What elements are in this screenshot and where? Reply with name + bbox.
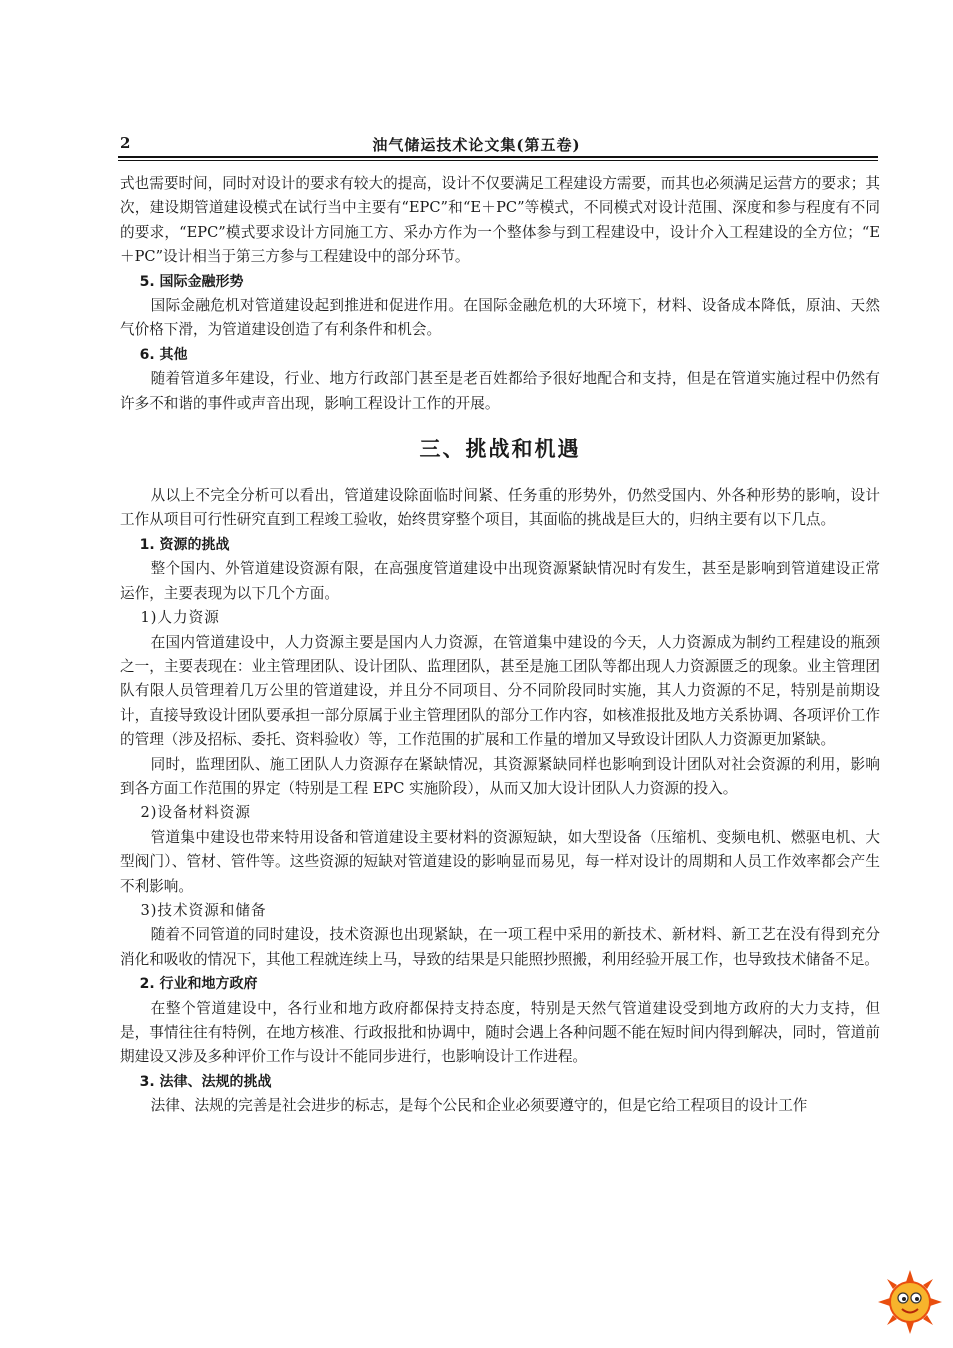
paragraph-equipment: 管道集中建设也带来特用设备和管道建设主要材料的资源短缺，如大型设备（压缩机、变频电机、燃驱电机、大型阀门）、管材、管件等。这些资源的短缺对管道建设的影响显而易见，每一样对设计的周期和人员工作效率都会产生不利影响。 bbox=[120, 828, 880, 895]
paragraph-continued: 式也需要时间，同时对设计的要求有较大的提高，设计不仅要满足工程建设方需要，而其也必须满足运营方的要求；其次，建设期管道建设模式在试行当中主要有“EPC”和“E＋PC”等模式，不同模式对设计范围、深度和参与程度有不同的要求，“EPC”模式要求设计方同施工方、采办方作为一个整体参与到工程建设中，设计介入工程建设的全方位；“E＋PC”设计相当于第三方参与工程建设中的部分环节。 bbox=[120, 175, 880, 266]
header-rule bbox=[118, 156, 878, 158]
heading-finance: 5. 国际金融形势 bbox=[139, 273, 244, 290]
smiling-sun-icon bbox=[876, 1268, 944, 1336]
paragraph-intro: 从以上不完全分析可以看出，管道建设除面临时间紧、任务重的形势外，仍然受国内、外各种形势的影响，设计工作从项目可行性研究直到工程竣工验收，始终贯穿整个项目，其面临的挑战是巨大的，归纳主要有以下几点。 bbox=[120, 487, 880, 529]
sun-face bbox=[890, 1282, 930, 1322]
paragraph-other: 随着管道多年建设，行业、地方行政部门甚至是老百姓都给予很好地配合和支持，但是在管道实施过程中仍然有许多不和谐的事件或声音出现，影响工程设计工作的开展。 bbox=[120, 370, 880, 412]
body-text bbox=[120, 172, 880, 1119]
page-number: 2 bbox=[120, 134, 131, 152]
paragraph-law: 法律、法规的完善是社会进步的标志，是每个公民和企业必须要遵守的，但是它给工程项目的设计工作 bbox=[150, 1097, 808, 1115]
paragraph-finance: 国际金融危机对管道建设起到推进和促进作用。在国际金融危机的大环境下，材料、设备成本降低，原油、天然气价格下滑，为管道建设创造了有利条件和机会。 bbox=[120, 297, 880, 339]
paragraph-resource: 整个国内、外管道建设资源有限，在高强度管道建设中出现资源紧缺情况时有发生，甚至是影响到管道建设正常运作，主要表现为以下几个方面。 bbox=[120, 560, 880, 602]
heading-law: 3. 法律、法规的挑战 bbox=[139, 1073, 272, 1090]
heading-resource: 1. 资源的挑战 bbox=[139, 536, 230, 553]
paragraph-human-2: 同时，监理团队、施工团队人力资源存在紧缺情况，其资源紧缺同样也影响到设计团队对社会资源的利用，影响到各方面工作范围的界定（特别是工程 EPC 实施阶段），从而又加大设计团队人力资源的投入。 bbox=[120, 755, 880, 797]
paragraph-government: 在整个管道建设中，各行业和地方政府都保持支持态度，特别是天然气管道建设受到地方政府的大力支持，但是，事情往往有特例，在地方核准、行政报批和协调中，随时会遇上各种问题不能在短时间内得到解决，同时，管道前期建设又涉及多种评价工作与设计不能同步进行，也影响设计工作进程。 bbox=[120, 999, 880, 1066]
heading-government: 2. 行业和地方政府 bbox=[139, 976, 258, 993]
heading-other: 6. 其他 bbox=[139, 346, 188, 363]
paragraph-human-1: 在国内管道建设中，人力资源主要是国内人力资源，在管道集中建设的今天，人力资源成为制约工程建设的瓶颈之一，主要表现在：业主管理团队、设计团队、监理团队，甚至是施工团队等都出现人力资源匮乏的现象。业主管理团队有限人员管理着几万公里的管道建设，并且分不同项目、分不同阶段同时实施，其人力资源的不足，特别是前期设计，直接导致设计团队要承担一部分原属于业主管理团队的部分工作内容，如核准报批及地方关系协调、各项评价工作的管理（涉及招标、委托、资料验收）等，工作范围的扩展和工作量的增加又导致设计团队人力资源更加紧缺。 bbox=[120, 633, 880, 749]
section-title: 三、挑战和机遇 bbox=[419, 437, 581, 462]
heading-equipment: 2)设备材料资源 bbox=[140, 804, 251, 822]
paragraph-technology: 随着不同管道的同时建设，技术资源也出现紧缺，在一项工程中采用的新技术、新材料、新工艺在没有得到充分消化和吸收的情况下，其他工程就连续上马，导致的结果是只能照抄照搬，利用经验开展工作，也导致技术储备不足。 bbox=[120, 926, 880, 968]
heading-human-resource: 1)人力资源 bbox=[140, 609, 220, 627]
running-header: 油气储运技术论文集(第五卷) bbox=[372, 136, 581, 154]
heading-technology: 3)技术资源和储备 bbox=[140, 901, 267, 919]
header-rule-thin bbox=[118, 160, 878, 161]
